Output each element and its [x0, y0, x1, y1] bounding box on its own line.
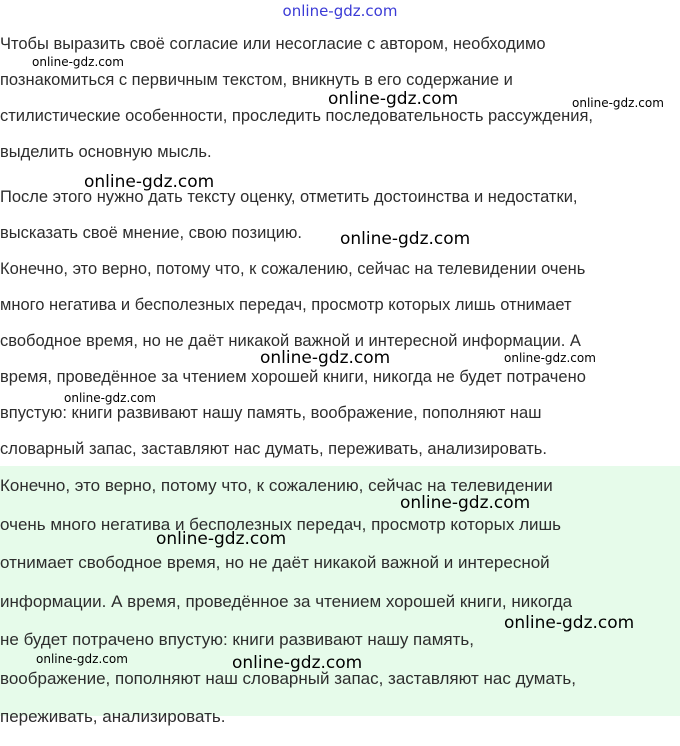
text-line: После этого нужно дать тексту оценку, отметить достоинства и недостатки, — [0, 188, 578, 206]
watermark: online-gdz.com — [572, 96, 664, 110]
text-line: стилистические особенности, проследить последовательность рассуждения, — [0, 107, 593, 125]
text-line: выделить основную мысль. — [0, 143, 212, 161]
watermark: online-gdz.com — [232, 653, 363, 673]
watermark: online-gdz.com — [504, 613, 635, 633]
answer-box — [0, 466, 680, 726]
watermark: online-gdz.com — [504, 351, 596, 365]
watermark: online-gdz.com — [260, 348, 391, 368]
text-line: высказать своё мнение, свою позицию. — [0, 224, 302, 242]
watermark: online-gdz.com — [36, 652, 128, 666]
text-line: очень много негатива и бесполезных передач, просмотр которых лишь — [0, 514, 561, 534]
paragraph-evaluation — [0, 187, 676, 259]
text-line: переживать, анализировать. — [0, 707, 226, 726]
text-line: отнимает свободное время, но не даёт никакой важной и интересной — [0, 553, 550, 572]
watermark: online-gdz.com — [84, 172, 215, 192]
text-line: впустую: книги развивают нашу память, воображение, пополняют наш — [0, 404, 542, 422]
watermark: online-gdz.com — [156, 529, 287, 549]
text-line: словарный запас, заставляют нас думать, переживать, анализировать. — [0, 440, 547, 458]
watermark: online-gdz.com — [328, 89, 459, 109]
text-line: свободное время, но не даёт никакой важной и интересной информации. А — [0, 332, 581, 350]
text-line: время, проведённое за чтением хорошей книги, никогда не будет потрачено — [0, 368, 586, 386]
text-line: не будет потрачено впустую: книги развивают нашу память, — [0, 630, 474, 649]
watermark: online-gdz.com — [32, 55, 124, 69]
answer-paragraph — [0, 476, 676, 746]
watermark: online-gdz.com — [340, 229, 471, 249]
text-line: Конечно, это верно, потому что, к сожалению, сейчас на телевидении очень — [0, 260, 586, 278]
text-line: Конечно, это верно, потому что, к сожалению, сейчас на телевидении — [0, 476, 553, 495]
watermark: online-gdz.com — [400, 493, 531, 513]
text-line: Чтобы выразить своё согласие или несогласие с автором, необходимо — [0, 35, 546, 53]
text-line: информации. А время, проведённое за чтением хорошей книги, никогда — [0, 591, 573, 611]
text-line: познакомиться с первичным текстом, вникнуть в его содержание и — [0, 71, 513, 89]
watermark: online-gdz.com — [64, 391, 156, 405]
text-line: много негатива и бесполезных передач, просмотр которых лишь отнимает — [0, 296, 572, 314]
text-line: воображение, пополняют наш словарный запас, заставляют нас думать, — [0, 668, 576, 688]
site-logo[interactable]: online-gdz.com — [282, 2, 398, 20]
